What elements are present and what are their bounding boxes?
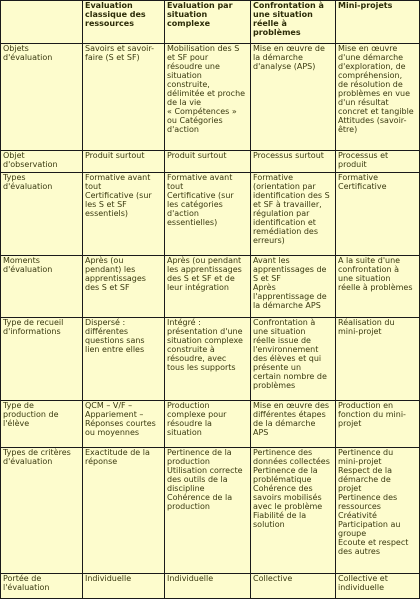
table-cell: Produit surtout (165, 151, 251, 173)
table-cell: Après (ou pendant) les apprentissages des S et SF (83, 256, 165, 318)
header-corner (1, 1, 83, 44)
table-cell: Pertinence du mini-projet Respect de la démarche de projet Pertinence des ressources Créativité Participation au groupe Ecoute et respect des autres (336, 448, 420, 574)
table-cell: Formative Certificative (336, 173, 420, 256)
table-cell: Confrontation à une situation réelle issue de l'environnement des élèves et qui présente un certain nombre de problèmes (251, 318, 336, 401)
table-row (1, 574, 420, 599)
table-cell: Individuelle (83, 574, 165, 599)
table-cell: Formative avant tout Certificative (sur les catégories d'action essentielles) (165, 173, 251, 256)
table-cell: Mise en œuvre de la démarche d'analyse (APS) (251, 44, 336, 151)
table-cell: Savoirs et savoir- faire (S et SF) (83, 44, 165, 151)
row-label-type-production: Type de production de l'élève (1, 401, 83, 448)
table-row (1, 401, 420, 448)
table-row (1, 318, 420, 401)
row-label-types-evaluation: Types d'évaluation (1, 173, 83, 256)
table-header-row (1, 1, 420, 44)
header-confrontation-situation-reelle: Confrontation à une situation réelle à problèmes (251, 1, 336, 44)
table-cell: Mise en œuvre des différentes étapes de la démarche APS (251, 401, 336, 448)
row-label-moments-evaluation: Moments d'évaluation (1, 256, 83, 318)
table-cell: Collective (251, 574, 336, 599)
table-cell: Avant les apprentissages de S et SF Après l'apprentissage de la démarche APS (251, 256, 336, 318)
table-cell: Après (ou pendant les apprentissages des S et SF et de leur intégration (165, 256, 251, 318)
table-cell: Formative (orientation par identification des S et SF à travailler, régulation par identification et remédiation des erreurs) (251, 173, 336, 256)
table-cell: Production complexe pour résoudre la situation (165, 401, 251, 448)
table-cell: Collective et individuelle (336, 574, 420, 599)
header-mini-projets: Mini-projets (336, 1, 420, 44)
header-evaluation-classique: Evaluation classique des ressources (83, 1, 165, 44)
table-cell: Produit surtout (83, 151, 165, 173)
row-label-objet-observation: Objet d'observation (1, 151, 83, 173)
table-row (1, 151, 420, 173)
table-cell: Processus et produit (336, 151, 420, 173)
table-cell: Dispersé : différentes questions sans lien entre elles (83, 318, 165, 401)
table-row (1, 44, 420, 151)
table-cell: Processus surtout (251, 151, 336, 173)
table-cell: Individuelle (165, 574, 251, 599)
row-label-portee-evaluation: Portée de l'évaluation (1, 574, 83, 599)
row-label-type-recueil: Type de recueil d'informations (1, 318, 83, 401)
table-row (1, 256, 420, 318)
table-cell: A la suite d'une confrontation à une situation réelle à problèmes (336, 256, 420, 318)
table-cell: Exactitude de la réponse (83, 448, 165, 574)
table-row (1, 448, 420, 574)
table-cell: Production en fonction du mini- projet (336, 401, 420, 448)
row-label-objets-evaluation: Objets d'évaluation (1, 44, 83, 151)
row-label-types-criteres: Types de critères d'évaluation (1, 448, 83, 574)
table-cell: Pertinence des données collectées Pertinence de la problématique Cohérence des savoirs mobilisés avec le problème Fiabilité de la solution (251, 448, 336, 574)
table-cell: Mobilisation des S et SF pour résoudre une situation construite, délimitée et proche de la vie « Compétences » ou Catégories d'action (165, 44, 251, 151)
table-cell: Formative avant tout Certificative (sur les S et SF essentiels) (83, 173, 165, 256)
table-cell: Mise en œuvre d'une démarche d'exploration, de compréhension, de résolution de problèmes en vue d'un résultat concret et tangible Attitudes (savoir- être) (336, 44, 420, 151)
table-cell: Réalisation du mini-projet (336, 318, 420, 401)
table-cell: Pertinence de la production Utilisation correcte des outils de la discipline Cohérence de la production (165, 448, 251, 574)
table-cell: QCM – V/F – Appariement – Réponses courtes ou moyennes (83, 401, 165, 448)
table-row (1, 173, 420, 256)
header-evaluation-situation-complexe: Evaluation par situation complexe (165, 1, 251, 44)
table-cell: Intégré : présentation d'une situation complexe construite à résoudre, avec tous les supports (165, 318, 251, 401)
